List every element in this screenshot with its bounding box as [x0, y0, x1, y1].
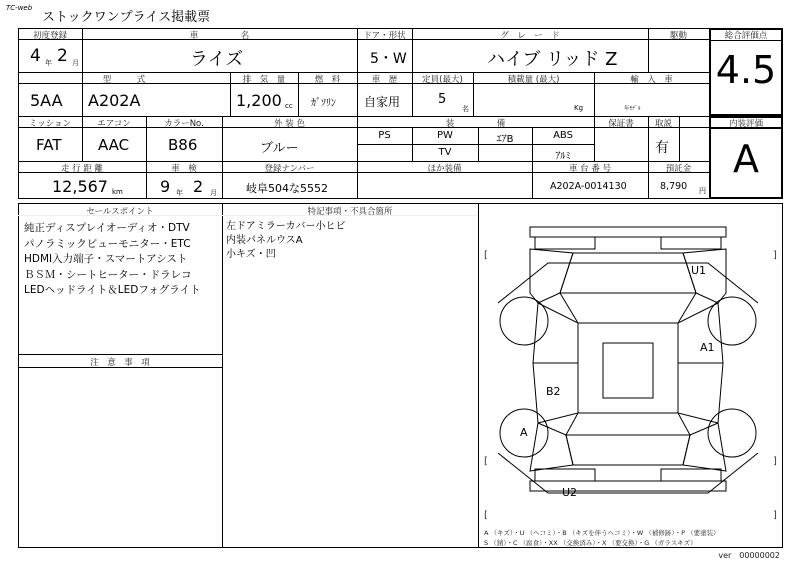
- exterior-header: 外 装 色: [274, 119, 305, 129]
- vin-header: 車 台 番 号: [568, 164, 612, 174]
- car-name: ライズ: [190, 49, 244, 70]
- inspection-year-unit: 年: [176, 189, 183, 197]
- aircon-header: エアコン: [97, 119, 131, 129]
- equip-tv: TV: [438, 147, 452, 158]
- grade-header: グ レ ー ド: [500, 31, 560, 41]
- equipment-header: 装 備: [445, 119, 506, 129]
- fuel-value: ｶﾞｿﾘﾝ: [311, 98, 336, 109]
- car-damage-diagram: [478, 203, 783, 548]
- warranty-header: 保証書: [608, 119, 634, 129]
- damage-mark-u1: U1: [691, 264, 707, 277]
- door-header: ドア・形状: [363, 31, 406, 41]
- sales-point-line: ＢＳＭ・シートヒーター・ドラレコ: [24, 268, 192, 281]
- damage-mark-a: A: [520, 426, 528, 439]
- vin-value: A202A-0014130: [550, 181, 627, 192]
- mileage-value: 12,567: [52, 177, 108, 196]
- damage-mark-u2: U2: [562, 486, 578, 499]
- capacity-unit: 名: [462, 105, 469, 113]
- door-value: 5・W: [370, 51, 407, 67]
- bracket-right-bottom: ]: [773, 456, 777, 467]
- note-line: 小キズ・凹: [226, 249, 276, 260]
- inspection-year: 9: [160, 177, 171, 196]
- bracket-right-top: ]: [773, 250, 777, 261]
- model-prefix: 5AA: [30, 91, 63, 110]
- legend-line-2: S （錆）・C （腐食）・XX （交換済み）・X （要交換）・G （ガラスキズ）: [484, 539, 697, 547]
- bracket-left-bottom: [: [484, 456, 488, 467]
- grade-value: ハイブ リッド Z: [487, 49, 618, 70]
- plate-value: 岐阜504な5552: [246, 182, 328, 195]
- caution-header: 注 意 事 項: [90, 358, 150, 368]
- damage-mark-a1: A1: [700, 341, 715, 354]
- equip-pw: PW: [437, 130, 453, 141]
- inspection-header: 車 検: [171, 164, 197, 174]
- inspection-month-unit: 月: [210, 189, 217, 197]
- sales-point-line: HDMI入力端子・スマートアシスト: [24, 253, 188, 265]
- import-header: 輸 入 車: [630, 75, 673, 85]
- sales-points-header: セールスポイント: [86, 207, 154, 217]
- sales-points-list: [24, 221, 200, 299]
- note-line: 内装パネルウスA: [226, 235, 303, 246]
- displacement-value: 1,200: [236, 91, 282, 110]
- model-header: 型 式: [102, 75, 146, 85]
- notes-header: 特記事項・不具合箇所: [307, 207, 393, 217]
- color-no-header: カラーNo.: [164, 119, 204, 129]
- mission-value: FAT: [36, 136, 62, 154]
- page-title: ストックワンプライス掲載票: [42, 10, 211, 25]
- color-no-value: B86: [168, 136, 198, 154]
- displacement-unit: cc: [285, 102, 293, 110]
- deposit-header: 預託金: [665, 164, 692, 174]
- aircon-value: AAC: [98, 136, 130, 154]
- mileage-unit: km: [112, 188, 123, 196]
- sales-point-line: パノラミックビューモニター・ETC: [24, 237, 191, 250]
- warranty-value: 有: [655, 140, 669, 156]
- overall-score: 4.5: [715, 48, 777, 92]
- legend-line-1: A （キズ）・U （ヘコミ）・B （キズを伴うヘコミ）・W （補修跡）・P （要塗装）: [484, 529, 720, 537]
- overall-header: 総合評価点: [724, 31, 768, 41]
- sales-point-line: LEDヘッドライト＆LEDフォグライト: [24, 284, 201, 296]
- note-line: 左ドアミラーカバー小ヒビ: [226, 221, 346, 232]
- version-label: ver 00000002: [718, 551, 780, 560]
- first-reg-month: 2: [57, 46, 68, 66]
- import-year-model: 年ﾓﾃﾞﾙ: [624, 106, 641, 112]
- bracket-right-foot: ]: [773, 510, 777, 521]
- deposit-value: 8,790: [660, 181, 688, 192]
- history-value: 自家用: [364, 95, 401, 109]
- exterior-value: ブルー: [260, 141, 299, 156]
- equip-airbag: ｴｱB: [496, 134, 514, 145]
- model-code: A202A: [88, 91, 141, 110]
- drive-header: 駆動: [669, 31, 687, 41]
- load-unit: Kg: [574, 104, 584, 112]
- capacity-value: 5: [438, 92, 447, 107]
- plate-header: 登録ナンバー: [264, 164, 315, 174]
- mileage-header: 走 行 距 離: [60, 164, 104, 174]
- fuel-header: 燃 料: [314, 75, 341, 85]
- equip-abs: ABS: [553, 130, 573, 141]
- brand-logo: TC-web: [6, 4, 33, 12]
- first-reg-month-unit: 月: [72, 59, 79, 67]
- mission-header: ミッション: [28, 119, 72, 129]
- damage-mark-b2: B2: [546, 385, 561, 398]
- equip-ps: PS: [378, 130, 391, 141]
- capacity-header: 定員(最大): [422, 75, 463, 85]
- load-header: 積載量 (最大): [507, 75, 560, 85]
- first-reg-header: 初度登録: [32, 31, 67, 41]
- bracket-left-foot: [: [484, 510, 488, 521]
- first-reg-year: 4: [30, 46, 41, 66]
- sales-point-line: 純正ディスプレイオーディオ・DTV: [24, 222, 190, 234]
- notes-list: [226, 220, 346, 262]
- other-equip-header: ほか装備: [427, 164, 462, 174]
- interior-header: 内装評価: [728, 119, 763, 129]
- equip-alloy: ｱﾙﾐ: [555, 151, 571, 162]
- deposit-unit: 円: [699, 187, 706, 195]
- inspection-month: 2: [193, 177, 204, 196]
- bracket-left-top: [: [484, 250, 488, 261]
- first-reg-year-unit: 年: [45, 59, 52, 67]
- manual-header: 取説: [654, 119, 672, 129]
- interior-score: A: [733, 137, 759, 181]
- displacement-header: 排 気 量: [242, 75, 286, 85]
- name-header: 車 名: [189, 31, 250, 41]
- history-header: 車 歴: [371, 75, 398, 85]
